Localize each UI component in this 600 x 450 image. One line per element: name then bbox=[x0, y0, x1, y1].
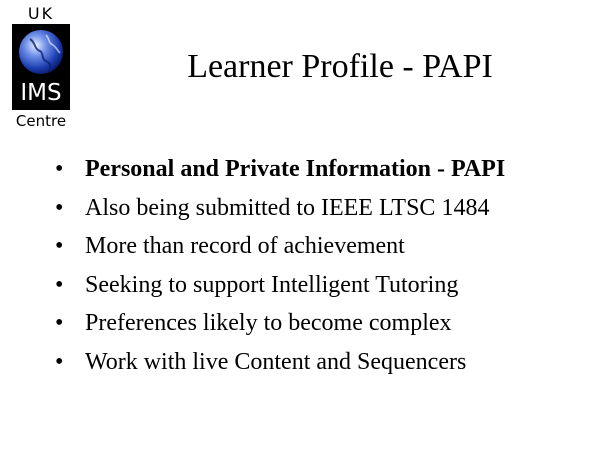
logo-box bbox=[12, 24, 70, 110]
logo-centre-label: Centre bbox=[15, 112, 67, 130]
bullet-text: Preferences likely to become complex bbox=[85, 310, 452, 337]
bullet-item bbox=[55, 266, 505, 305]
globe-icon bbox=[16, 27, 66, 77]
bullet-text: Personal and Private Information - PAPI bbox=[85, 156, 506, 182]
bullet-item bbox=[55, 150, 505, 189]
bullet-text: Work with live Content and Sequencers bbox=[85, 348, 467, 375]
slide-title: Learner Profile - PAPI bbox=[187, 48, 493, 85]
bullet-item bbox=[55, 189, 505, 228]
bullet-item bbox=[55, 343, 505, 382]
bullet-list bbox=[55, 150, 505, 382]
bullet-text: More than record of achievement bbox=[85, 233, 405, 260]
bullet-dot: • bbox=[55, 194, 64, 221]
bullet-item bbox=[55, 227, 505, 266]
logo-uk-label: UK bbox=[27, 4, 55, 23]
bullet-item bbox=[55, 304, 505, 343]
logo-ims-label: IMS bbox=[20, 80, 62, 106]
bullet-dot: • bbox=[55, 348, 64, 375]
bullet-text: Seeking to support Intelligent Tutoring bbox=[85, 271, 459, 298]
bullet-dot: • bbox=[55, 156, 64, 182]
bullet-dot: • bbox=[55, 310, 64, 337]
bullet-dot: • bbox=[55, 271, 64, 298]
ims-logo bbox=[8, 2, 74, 132]
bullet-dot: • bbox=[55, 233, 64, 260]
bullet-text: Also being submitted to IEEE LTSC 1484 bbox=[85, 194, 490, 221]
